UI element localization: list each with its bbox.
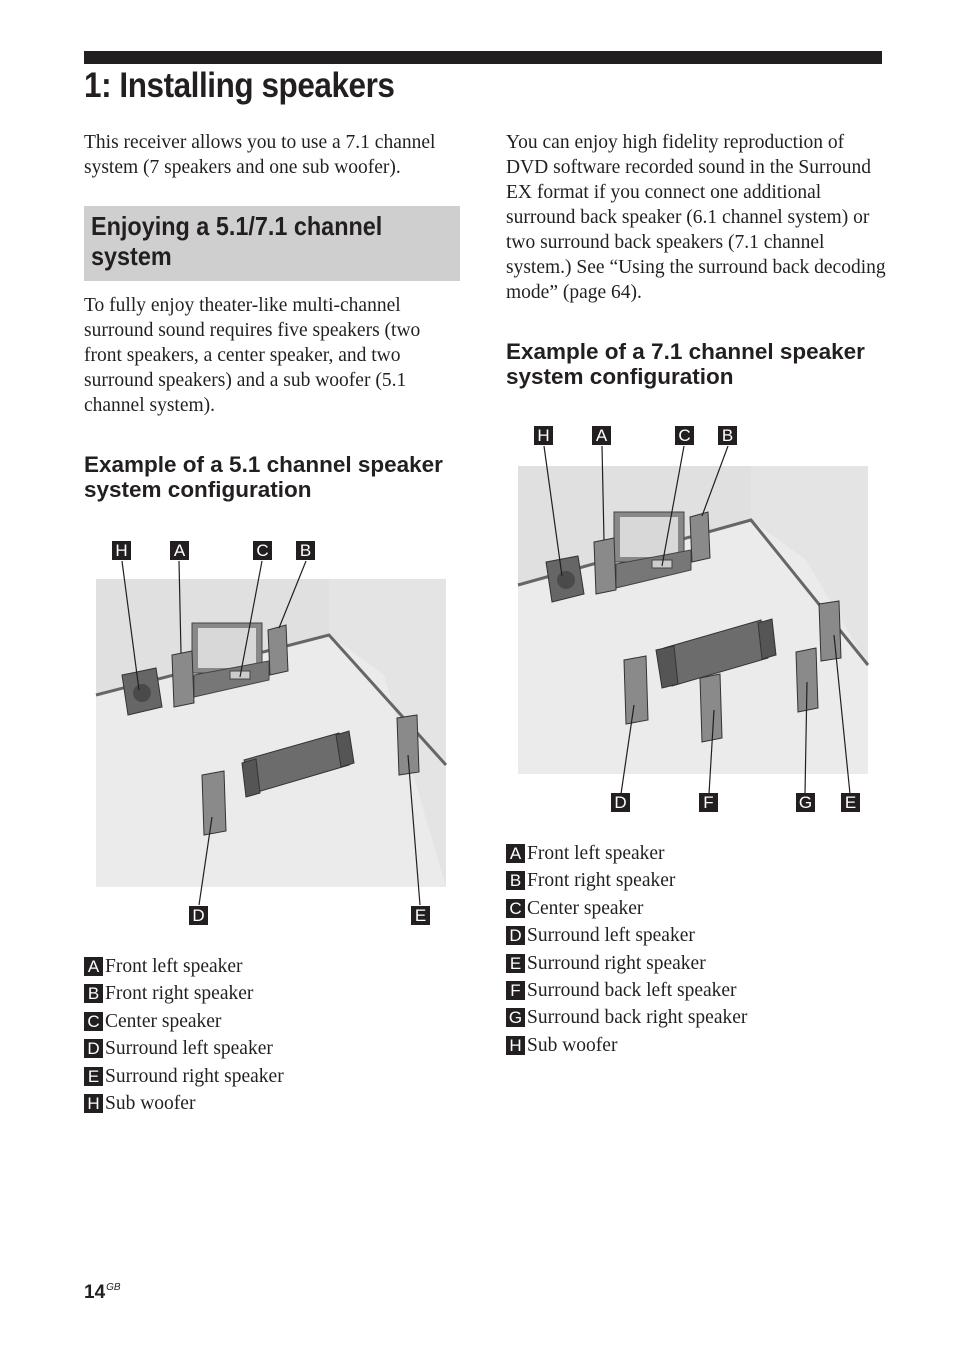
legend-label: Surround left speaker: [527, 925, 695, 947]
intro-paragraph: This receiver allows you to use a 7.1 channel system (7 speakers and one sub woofer).: [84, 132, 436, 178]
legend-item: [84, 1037, 284, 1064]
legend-item: [506, 952, 747, 979]
legend-key-badge: D: [84, 1039, 103, 1058]
callout-label-E: [411, 906, 430, 925]
legend-label: Front right speaker: [105, 983, 254, 1005]
legend-label: Surround right speaker: [527, 952, 706, 974]
svg-text:G: G: [798, 793, 813, 812]
legend-key-badge: B: [506, 871, 525, 890]
legend-label: Surround back left speaker: [527, 979, 737, 1001]
legend-item: [84, 955, 284, 982]
svg-text:A: A: [173, 541, 186, 560]
legend-label: Front left speaker: [527, 843, 665, 864]
legend-item: [506, 1006, 747, 1033]
example51-heading: Example of a 5.1 channel speaker system configuration: [84, 452, 443, 502]
svg-text:B: B: [299, 541, 312, 560]
legend-label: Front right speaker: [527, 870, 676, 892]
callout-label-B: [296, 541, 315, 560]
legend-key-badge: H: [84, 1094, 103, 1113]
callout-label-H: [534, 426, 553, 445]
svg-text:D: D: [192, 906, 205, 925]
callout-label-F: [699, 793, 718, 812]
legend-label: Surround left speaker: [105, 1038, 273, 1060]
example71-heading: Example of a 7.1 channel speaker system configuration: [506, 339, 865, 389]
legend-item: [84, 1065, 284, 1092]
legend-label: Surround back right speaker: [527, 1007, 748, 1029]
legend-item: [84, 1010, 284, 1037]
svg-text:E: E: [414, 906, 427, 925]
svg-text:A: A: [595, 426, 608, 445]
page-title: 1: Installing speakers: [84, 66, 395, 105]
legend-key-badge: A: [84, 957, 103, 976]
legend-label: Sub woofer: [527, 1034, 618, 1056]
legend-key-badge: D: [506, 926, 525, 945]
legend-label: Surround right speaker: [105, 1065, 284, 1087]
header-rule: [84, 51, 882, 64]
legend-item: [506, 842, 747, 869]
legend-key-badge: G: [506, 1008, 525, 1027]
page-number-suffix: GB: [106, 1282, 121, 1293]
callout-label-A: [592, 426, 611, 445]
legend-71: [506, 842, 747, 1061]
svg-text:C: C: [256, 541, 269, 560]
section-heading: Enjoying a 5.1/7.1 channel system: [91, 211, 383, 271]
callout-label-D: [611, 793, 630, 812]
page-number-value: 14: [84, 1282, 106, 1303]
right-paragraph: You can enjoy high fidelity reproduction of DVD software recorded sound in the Surround EX format if you connect one additional surround back speaker (6.1 channel system) or two surround back speakers (7.1 channel system.) See “Using the surround back decoding mode” (page 64).: [506, 132, 886, 303]
legend-item: [84, 982, 284, 1009]
legend-item: [506, 924, 747, 951]
speaker-layout-71-diagram: [506, 420, 886, 820]
callout-label-H: [112, 541, 131, 560]
legend-label: Center speaker: [105, 1010, 222, 1032]
legend-label: Sub woofer: [105, 1092, 196, 1114]
legend-item: [506, 897, 747, 924]
svg-text:H: H: [537, 426, 550, 445]
legend-key-badge: E: [506, 954, 525, 973]
svg-text:H: H: [115, 541, 128, 560]
room-illustration: [96, 579, 446, 887]
callout-label-C: [253, 541, 272, 560]
legend-item: [506, 869, 747, 896]
legend-item: [506, 979, 747, 1006]
callout-label-B: [718, 426, 737, 445]
callout-label-A: [170, 541, 189, 560]
section-heading-box: [84, 206, 460, 281]
callout-label-D: [189, 906, 208, 925]
legend-key-badge: F: [506, 981, 525, 1000]
callout-label-G: [796, 793, 815, 812]
room-illustration: [518, 466, 868, 774]
svg-text:F: F: [703, 793, 714, 812]
legend-label: Center speaker: [527, 897, 644, 919]
legend-key-badge: C: [506, 899, 525, 918]
section-paragraph: To fully enjoy theater-like multi-channel surround sound requires five speakers (two front speakers, a center speaker, and two surround speakers) and a sub woofer (5.1 channel system).: [84, 295, 421, 416]
callout-label-E: [841, 793, 860, 812]
legend-key-badge: B: [84, 984, 103, 1003]
legend-label: Front left speaker: [105, 956, 243, 977]
legend-key-badge: H: [506, 1036, 525, 1055]
svg-text:C: C: [678, 426, 691, 445]
callout-label-C: [675, 426, 694, 445]
legend-51: [84, 955, 284, 1119]
svg-text:E: E: [844, 793, 857, 812]
speaker-layout-51-diagram: [84, 535, 464, 930]
legend-item: [84, 1092, 284, 1119]
legend-item: [506, 1034, 747, 1061]
svg-text:B: B: [721, 426, 734, 445]
legend-key-badge: A: [506, 844, 525, 863]
svg-text:D: D: [614, 793, 627, 812]
legend-key-badge: E: [84, 1067, 103, 1086]
page-number: [84, 1282, 121, 1304]
legend-key-badge: C: [84, 1012, 103, 1031]
